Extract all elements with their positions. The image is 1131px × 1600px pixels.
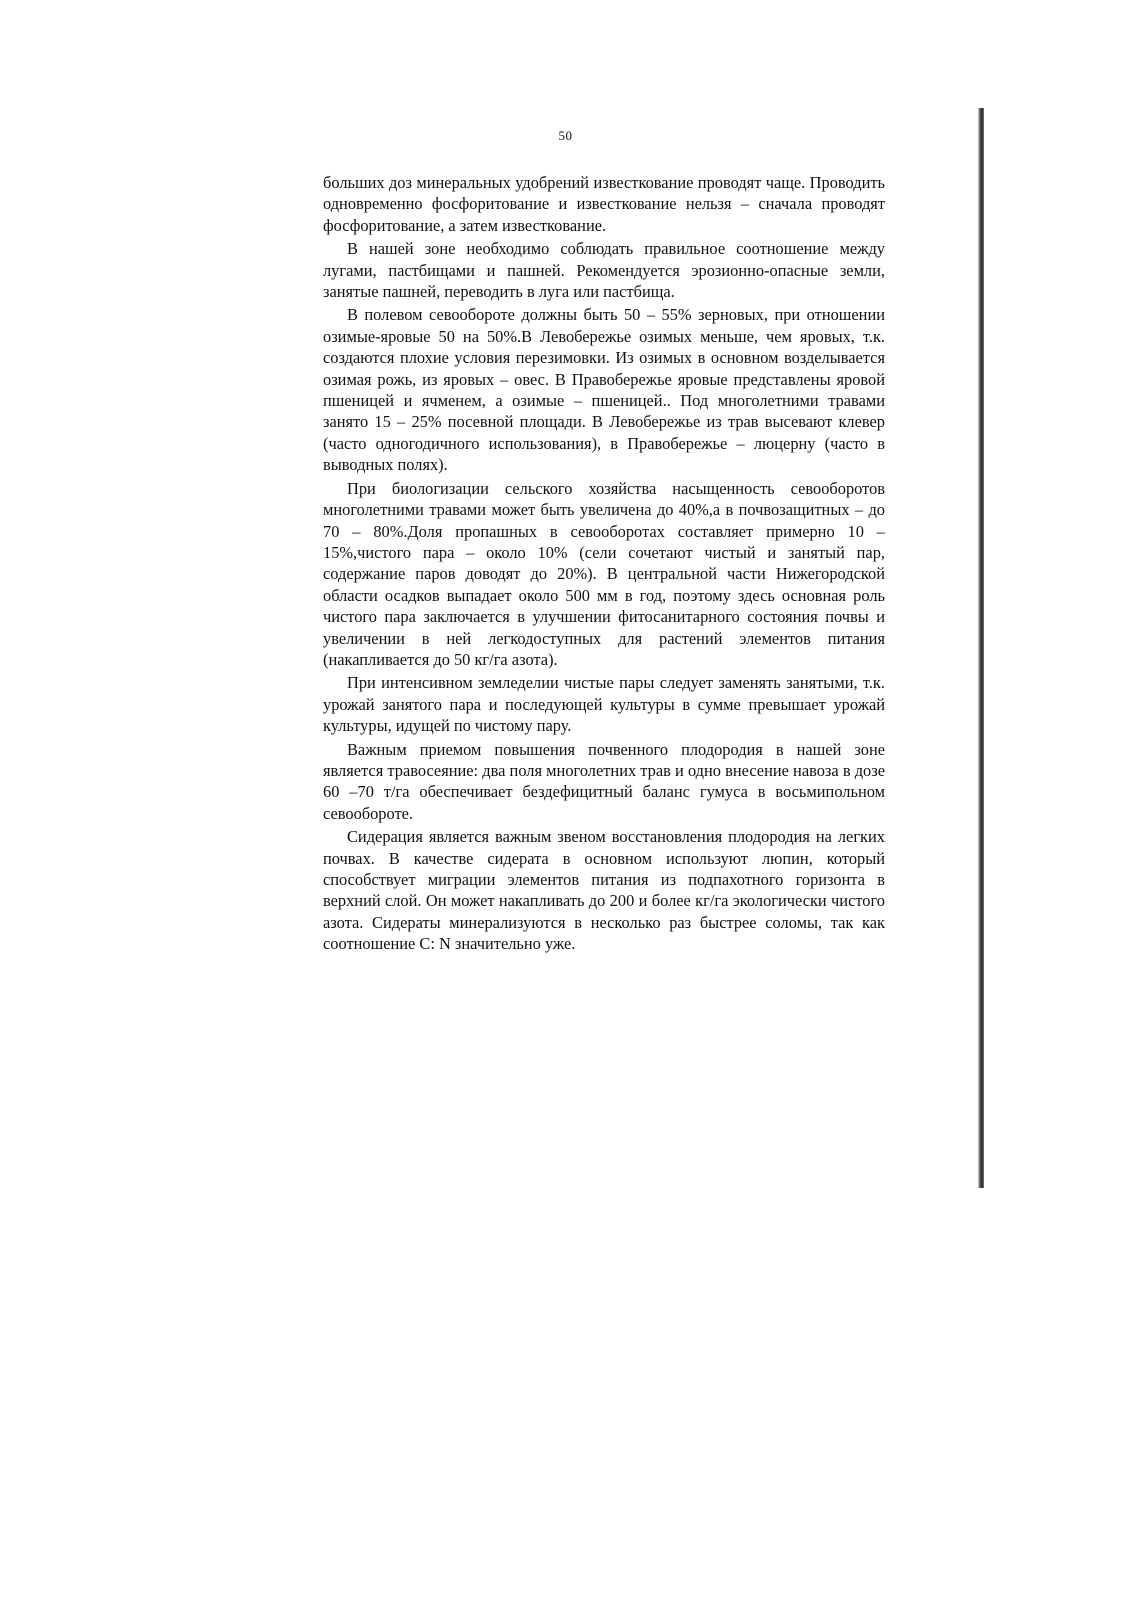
paragraph: Важным приемом повышения почвенного плодородия в нашей зоне является травосеяние: два поля многолетних трав и одно внесение навоза в дозе 60 –70 т/га обеспечивает бездефицитный баланс гумуса в восьмипольном севообороте.	[323, 739, 885, 823]
paragraph: Сидерация является важным звеном восстановления плодородия на легких почвах. В качестве сидерата в основном используют люпин, который способствует миграции элементов питания из подпахотного горизонта в верхний слой. Он может накапливать до 200 и более кг/га экологически чистого азота. Сидераты минерализуются в несколько раз быстрее соломы, так как соотношение C: N значительно уже.	[323, 827, 885, 954]
paragraph: При биологизации сельского хозяйства насыщенность севооборотов многолетними травами может быть увеличена до 40%,а в почвозащитных – до 70 – 80%.Доля пропашных в севооборотах составляет примерно 10 – 15%,чистого пара – около 10% (сели сочетают чистый и занятый пар, содержание паров доводят до 20%). В центральной части Нижегородской области осадков выпадает около 500 мм в год, поэтому здесь основная роль чистого пара заключается в улучшении фитосанитарного состояния почвы и увеличении в ней легкодоступных для растений элементов питания (накапливается до 50 кг/га азота).	[323, 478, 885, 669]
scan-edge-shadow	[978, 108, 984, 1188]
paragraph: В нашей зоне необходимо соблюдать правильное соотношение между лугами, пастбищами и пашней. Рекомендуется эрозионно-опасные земли, занятые пашней, переводить в луга или пастбища.	[323, 239, 885, 302]
page-number: 50	[558, 128, 573, 143]
paragraph: При интенсивном земледелии чистые пары следует заменять занятыми, т.к. урожай занятого пара и последующей культуры в сумме превышает урожай культуры, идущей по чистому пару.	[323, 673, 885, 736]
paragraph: больших доз минеральных удобрений известкование проводят чаще. Проводить одновременно фосфоритование и известкование нельзя – сначала проводят фосфоритование, а затем известкование.	[323, 173, 885, 235]
body-text	[323, 172, 885, 957]
paragraph: В полевом севообороте должны быть 50 – 55% зерновых, при отношении озимые-яровые 50 на 50%.В Левобережье озимых меньше, чем яровых, т.к. создаются плохие условия перезимовки. Из озимых в основном возделывается озимая рожь, из яровых – овес. В Правобережье яровые представлены яровой пшеницей и ячменем, а озимые – пшеницей.. Под многолетними травами занято 15 – 25% посевной площади. В Левобережье из трав высевают клевер (часто одногодичного использования), в Правобережье – люцерну (часто в выводных полях).	[323, 305, 885, 475]
